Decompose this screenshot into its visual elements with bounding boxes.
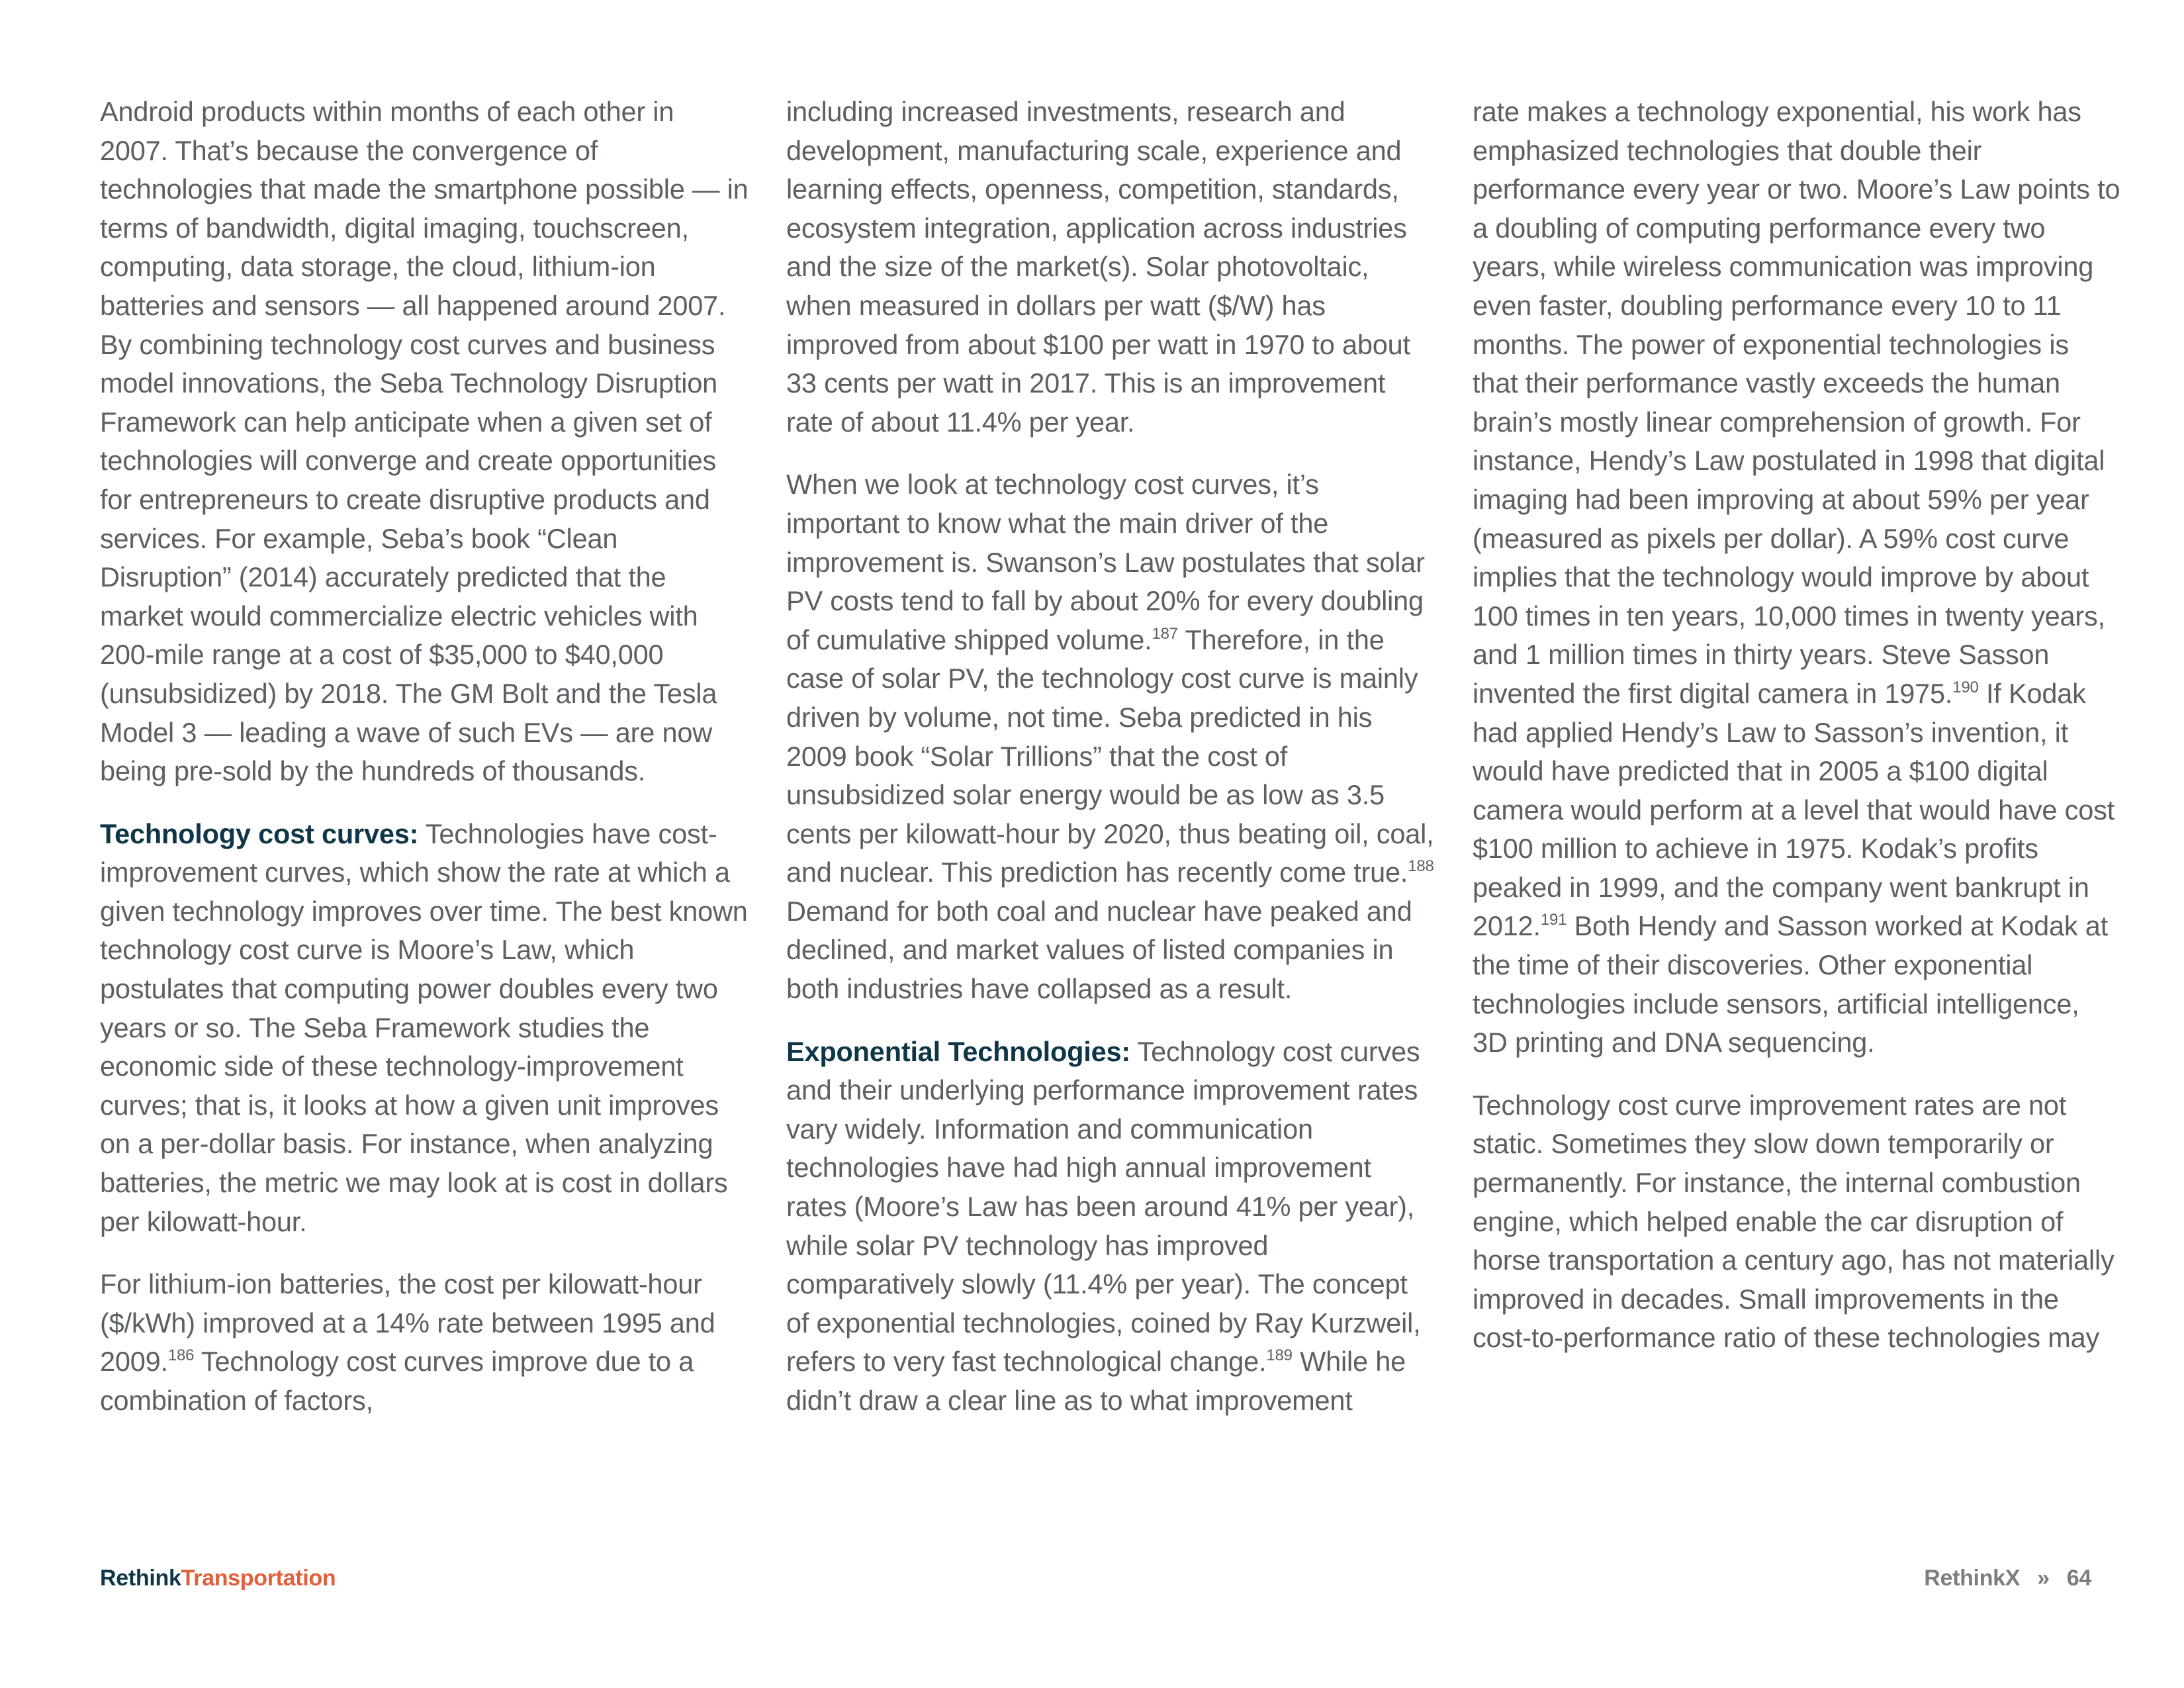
- section-heading: Technology cost curves:: [100, 818, 419, 849]
- column-3: [1473, 93, 2121, 1382]
- body-text: Technology cost curves improve due to a combination of factors,: [100, 1346, 694, 1416]
- footnote-ref[interactable]: 191: [1540, 911, 1567, 929]
- body-text: Technology cost curves and their underlying performance improvement rates vary widely. Information and communication technologies have had high annual improvement rates (Moore’s Law has been around 41% per year), while solar PV technology has improved comparatively slowly (11.4% per year). The concept of exponential technologies, coined by Ray Kurzweil, refers to very fast technological change.: [786, 1035, 1421, 1378]
- section-heading: Exponential Technologies:: [786, 1035, 1130, 1067]
- body-text: Technology cost curve improvement rates are not static. Sometimes they slow down temporarily or permanently. For instance, the internal combustion engine, which helped enable the car disruption of horse transportation a century ago, has not materially improved in decades. Small improvements in the cost-to-performance ratio of these technologies may: [1473, 1089, 2115, 1354]
- footer-brand: [100, 1566, 336, 1591]
- column-2: [786, 93, 1435, 1444]
- paragraph: [786, 93, 1435, 442]
- body-text: Demand for both coal and nuclear have peaked and declined, and market values of listed companies in both industries have collapsed as a result.: [786, 895, 1412, 1005]
- page-number: 64: [2066, 1566, 2091, 1591]
- footnote-ref[interactable]: 189: [1266, 1346, 1293, 1365]
- body-text: rate makes a technology exponential, his work has emphasized technologies that double their performance every year or two. Moore’s Law points to a doubling of computing performance every two years, while wireless communication was improving even faster, doubling performance every 10 to 11 months. The power of exponential technologies is that their performance vastly exceeds the human brain’s mostly linear comprehension of growth. For instance, Hendy’s Law postulated in 1998 that digital imaging had been improving at about 59% per year (measured as pixels per dollar). A 59% cost curve implies that the technology would improve by about 100 times in ten years, 10,000 times in twenty years, and 1 million times in thirty years. Steve Sasson invented the first digital camera in 1975.: [1473, 96, 2120, 709]
- body-text: When we look at technology cost curves, it’s important to know what the main driver of the improvement is. Swanson’s Law postulates that solar PV costs tend to fall by about 20% for every doubling of cumulative shipped volume.: [786, 469, 1425, 655]
- paragraph: [1473, 1086, 2121, 1358]
- footnote-ref[interactable]: 190: [1952, 678, 1979, 696]
- publisher-name: RethinkX: [1924, 1566, 2021, 1591]
- body-text: including increased investments, research and development, manufacturing scale, experience and learning effects, openness, competition, standards, ecosystem integration, application across industries and the size of the market(s). Solar photovoltaic, when measured in dollars per watt ($/W) has improved from about $100 per watt in 1970 to about 33 cents per watt in 2017. This is an improvement rate of about 11.4% per year.: [786, 96, 1410, 438]
- body-text: While he didn’t draw a clear line as to what improvement: [786, 1346, 1406, 1416]
- brand-transportation: Transportation: [181, 1566, 336, 1591]
- brand-rethink: Rethink: [100, 1566, 181, 1591]
- paragraph: [786, 1033, 1435, 1421]
- paragraph: [100, 815, 749, 1242]
- body-text: Therefore, in the case of solar PV, the technology cost curve is mainly driven by volume, not time. Seba predicted in his 2009 book “Solar Trillions” that the cost of unsubsidized solar energy would be as low as 3.5 cents per kilowatt-hour by 2020, thus beating oil, coal, and nuclear. This prediction has recently come true.: [786, 624, 1434, 888]
- column-1: [100, 93, 749, 1444]
- body-text: For lithium-ion batteries, the cost per kilowatt-hour ($/kWh) improved at a 14% rate between 1995 and 2009.: [100, 1268, 715, 1378]
- body-text: Both Hendy and Sasson worked at Kodak at the time of their discoveries. Other exponential technologies include sensors, artificial intelligence, 3D printing and DNA sequencing.: [1473, 910, 2109, 1058]
- paragraph: [786, 465, 1435, 1008]
- paragraph: [100, 1265, 749, 1420]
- separator-icon: »: [2037, 1566, 2050, 1591]
- footer-page-info: [1924, 1566, 2091, 1591]
- body-text: If Kodak had applied Hendy’s Law to Sasson’s invention, it would have predicted that in 2005 a $100 digital camera would perform at a level that would have cost $100 million to achieve in 1975. Kodak’s profits peaked in 1999, and the company went bankrupt in 2012.: [1473, 677, 2115, 942]
- body-text: Technologies have cost-improvement curves, which show the rate at which a given technology improves over time. The best known technology cost curve is Moore’s Law, which postulates that computing power doubles every two years or so. The Seba Framework studies the economic side of these technology-improvement curves; that is, it looks at how a given unit improves on a per-dollar basis. For instance, when analyzing batteries, the metric we may look at is cost in dollars per kilowatt-hour.: [100, 818, 748, 1237]
- footnote-ref[interactable]: 186: [167, 1346, 195, 1365]
- footnote-ref[interactable]: 188: [1408, 857, 1434, 876]
- paragraph: [1473, 93, 2121, 1062]
- body-text: Android products within months of each other in 2007. That’s because the convergence of technologies that made the smartphone possible — in terms of bandwidth, digital imaging, touchscreen, computing, data storage, the cloud, lithium-ion batteries and sensors — all happened around 2007. By combining technology cost curves and business model innovations, the Seba Technology Disruption Framework can help anticipate when a given set of technologies will converge and create opportunities for entrepreneurs to create disruptive products and services. For example, Seba’s book “Clean Disruption” (2014) accurately predicted that the market would commercialize electric vehicles with 200-mile range at a cost of $35,000 to $40,000 (unsubsidized) by 2018. The GM Bolt and the Tesla Model 3 — leading a wave of such EVs — are now being pre-sold by the hundreds of thousands.: [100, 96, 749, 787]
- paragraph: [100, 93, 749, 791]
- footnote-ref[interactable]: 187: [1152, 624, 1178, 643]
